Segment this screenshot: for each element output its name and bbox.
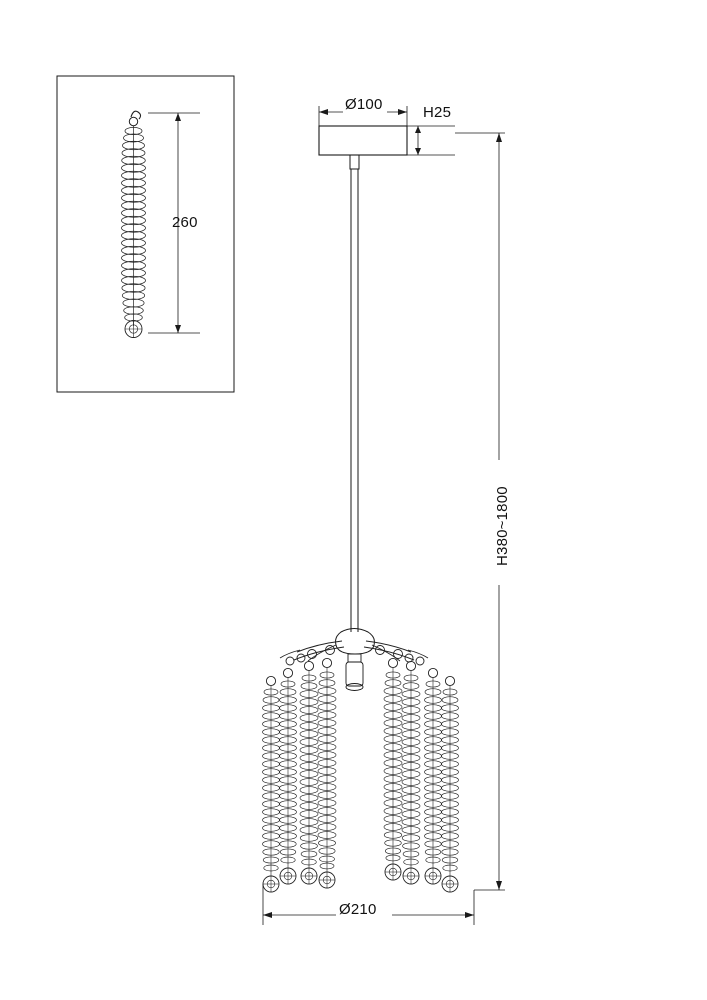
label-canopy-diameter: Ø100 [345, 96, 383, 113]
detail-strand-hook-icon [129, 111, 140, 126]
fixture-hub [336, 629, 375, 691]
label-canopy-height: H25 [423, 104, 452, 121]
detail-view-frame [57, 76, 234, 392]
label-shade-length: 260 [172, 214, 198, 231]
detail-crystal-strand [122, 126, 146, 338]
fixture-arms [280, 641, 428, 665]
ceiling-canopy [319, 126, 407, 169]
dimension-h25 [407, 126, 455, 155]
suspension-rod [351, 169, 358, 632]
label-fixture-diameter: Ø210 [339, 901, 377, 918]
crystal-beads [263, 672, 459, 871]
label-suspension-height: H380~1800 [494, 486, 511, 566]
